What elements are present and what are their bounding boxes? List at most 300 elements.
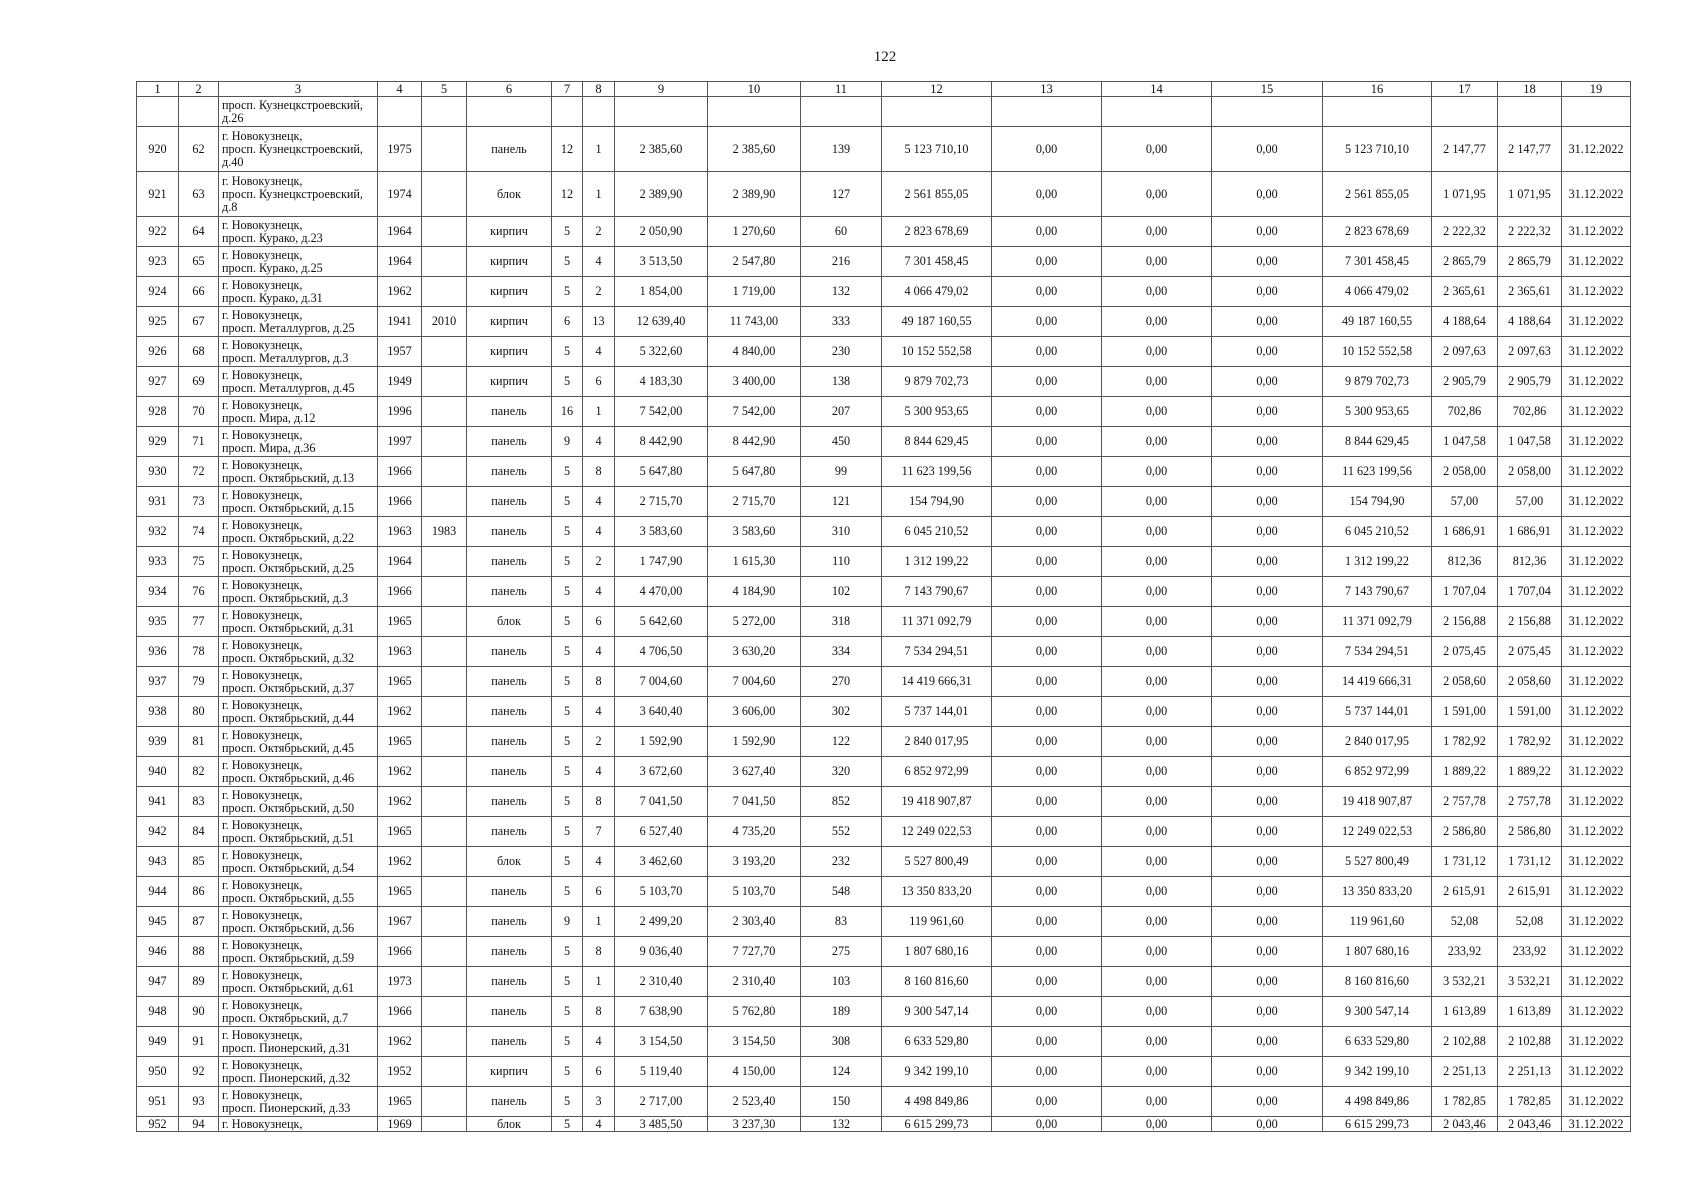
cell-col-18: 1 071,95 (1498, 172, 1562, 217)
cell-col-7: 5 (552, 667, 583, 697)
cell-col-6: кирпич (467, 367, 552, 397)
cell-col-17: 1 686,91 (1432, 517, 1498, 547)
cell-col-18: 2 075,45 (1498, 637, 1562, 667)
cell-col-11: 122 (801, 727, 882, 757)
cell-col-8: 6 (583, 877, 615, 907)
cell-col-10: 1 615,30 (708, 547, 801, 577)
cell-col-18: 702,86 (1498, 397, 1562, 427)
cell-col-6: панель (467, 967, 552, 997)
address-line: г. Новокузнецк, (222, 787, 303, 802)
cell-col-13: 0,00 (992, 697, 1102, 727)
cell-col-2: 69 (179, 367, 219, 397)
cell-col-2: 64 (179, 217, 219, 247)
cell-col-14: 0,00 (1102, 697, 1212, 727)
cell-col-17: 2 251,13 (1432, 1057, 1498, 1087)
cell-col-16: 119 961,60 (1323, 907, 1432, 937)
table-row (137, 577, 1631, 607)
cell-col-19: 31.12.2022 (1562, 997, 1631, 1027)
address-line: просп. Октябрьский, д.50 (222, 800, 355, 815)
cell-col-15: 0,00 (1212, 637, 1323, 667)
cell-col-10: 3 583,60 (708, 517, 801, 547)
cell-col-13: 0,00 (992, 247, 1102, 277)
cell-col-15: 0,00 (1212, 967, 1323, 997)
cell-col-7: 5 (552, 967, 583, 997)
address-cell (219, 637, 378, 667)
cell-col-1: 950 (137, 1057, 179, 1087)
cell-col-19: 31.12.2022 (1562, 667, 1631, 697)
cell-col-5 (422, 547, 467, 577)
cell-col-14: 0,00 (1102, 517, 1212, 547)
cell-col-10: 5 762,80 (708, 997, 801, 1027)
cell-col-14: 0,00 (1102, 427, 1212, 457)
cell-col-11: 150 (801, 1087, 882, 1117)
cell-col-14: 0,00 (1102, 787, 1212, 817)
cell-col-9: 5 103,70 (615, 877, 708, 907)
cell-col-16: 7 301 458,45 (1323, 247, 1432, 277)
cell-col-16: 4 498 849,86 (1323, 1087, 1432, 1117)
column-header-12: 12 (882, 82, 992, 97)
cell-col-8: 6 (583, 607, 615, 637)
cell-col-15: 0,00 (1212, 787, 1323, 817)
cell-col-2: 63 (179, 172, 219, 217)
cell-col-2: 67 (179, 307, 219, 337)
cell-col-13: 0,00 (992, 1027, 1102, 1057)
cell-col-5 (422, 127, 467, 172)
cell-col-2: 83 (179, 787, 219, 817)
cell-col-12: 1 312 199,22 (882, 547, 992, 577)
table-row (137, 667, 1631, 697)
address-line: просп. Курако, д.25 (222, 260, 323, 275)
cell-col-9: 1 592,90 (615, 727, 708, 757)
address-cell (219, 1087, 378, 1117)
cell-col-16: 10 152 552,58 (1323, 337, 1432, 367)
cell-col-5 (422, 427, 467, 457)
cell-col-5 (422, 847, 467, 877)
address-line: г. Новокузнецк, (222, 337, 303, 352)
cell-col-8: 8 (583, 457, 615, 487)
cell-col-12: 1 807 680,16 (882, 937, 992, 967)
address-line: просп. Октябрьский, д.13 (222, 470, 355, 485)
column-header-16: 16 (1323, 82, 1432, 97)
address-cell (219, 697, 378, 727)
address-line: г. Новокузнецк, (222, 457, 303, 472)
cell-col-4: 1962 (378, 277, 422, 307)
cell-col-4: 1941 (378, 307, 422, 337)
cell-col-10: 11 743,00 (708, 307, 801, 337)
cell-col-15: 0,00 (1212, 217, 1323, 247)
cell-col-19: 31.12.2022 (1562, 127, 1631, 172)
cell-col-7: 6 (552, 307, 583, 337)
cell-col-7: 5 (552, 997, 583, 1027)
cell-col-2: 78 (179, 637, 219, 667)
cell-col-15: 0,00 (1212, 817, 1323, 847)
table-row (137, 697, 1631, 727)
cell-col-1: 947 (137, 967, 179, 997)
cell-col-8: 4 (583, 637, 615, 667)
cell-col-12: 6 852 972,99 (882, 757, 992, 787)
table-row (137, 1117, 1631, 1132)
cell-col-14: 0,00 (1102, 997, 1212, 1027)
cell-col-14: 0,00 (1102, 907, 1212, 937)
address-line: г. Новокузнецк, (222, 697, 303, 712)
cell-col-19: 31.12.2022 (1562, 427, 1631, 457)
cell-col-15: 0,00 (1212, 127, 1323, 172)
cell-col-4: 1964 (378, 247, 422, 277)
cell-col-15: 0,00 (1212, 907, 1323, 937)
cell-col-8: 2 (583, 727, 615, 757)
cell-col-13: 0,00 (992, 517, 1102, 547)
cell-col-12: 8 844 629,45 (882, 427, 992, 457)
column-header-15: 15 (1212, 82, 1323, 97)
address-cell (219, 787, 378, 817)
cell-col-7: 16 (552, 397, 583, 427)
cell-col-15: 0,00 (1212, 247, 1323, 277)
cell-col-12: 12 249 022,53 (882, 817, 992, 847)
cell-col-18: 2 865,79 (1498, 247, 1562, 277)
cell-col-13: 0,00 (992, 577, 1102, 607)
cell-col-15: 0,00 (1212, 337, 1323, 367)
cell-col-7: 12 (552, 127, 583, 172)
cell-col-15 (1212, 97, 1323, 127)
cell-col-17: 1 591,00 (1432, 697, 1498, 727)
column-header-19: 19 (1562, 82, 1631, 97)
table-row (137, 367, 1631, 397)
cell-col-9: 2 389,90 (615, 172, 708, 217)
cell-col-6: панель (467, 427, 552, 457)
cell-col-9: 2 715,70 (615, 487, 708, 517)
cell-col-9: 6 527,40 (615, 817, 708, 847)
address-cell (219, 487, 378, 517)
cell-col-17: 1 731,12 (1432, 847, 1498, 877)
cell-col-1: 935 (137, 607, 179, 637)
cell-col-10: 7 041,50 (708, 787, 801, 817)
cell-col-12: 8 160 816,60 (882, 967, 992, 997)
cell-col-2 (179, 97, 219, 127)
cell-col-8: 4 (583, 517, 615, 547)
cell-col-16: 49 187 160,55 (1323, 307, 1432, 337)
address-line: просп. Октябрьский, д.22 (222, 530, 355, 545)
cell-col-14: 0,00 (1102, 172, 1212, 217)
address-cell (219, 397, 378, 427)
cell-col-8: 4 (583, 1117, 615, 1132)
cell-col-14: 0,00 (1102, 457, 1212, 487)
cell-col-19: 31.12.2022 (1562, 937, 1631, 967)
cell-col-7: 5 (552, 217, 583, 247)
cell-col-4: 1963 (378, 517, 422, 547)
cell-col-18: 2 043,46 (1498, 1117, 1562, 1132)
cell-col-16: 154 794,90 (1323, 487, 1432, 517)
cell-col-18: 1 889,22 (1498, 757, 1562, 787)
cell-col-7: 12 (552, 172, 583, 217)
cell-col-6 (467, 97, 552, 127)
cell-col-8: 8 (583, 997, 615, 1027)
cell-col-5 (422, 697, 467, 727)
cell-col-13: 0,00 (992, 607, 1102, 637)
column-number-header-row (137, 82, 1631, 97)
cell-col-17: 3 532,21 (1432, 967, 1498, 997)
cell-col-1: 937 (137, 667, 179, 697)
cell-col-19: 31.12.2022 (1562, 517, 1631, 547)
cell-col-6: кирпич (467, 247, 552, 277)
cell-col-1: 920 (137, 127, 179, 172)
table-row (137, 637, 1631, 667)
cell-col-7: 9 (552, 907, 583, 937)
table-row (137, 1027, 1631, 1057)
address-line: просп. Октябрьский, д.32 (222, 650, 355, 665)
cell-col-13: 0,00 (992, 997, 1102, 1027)
cell-col-13: 0,00 (992, 817, 1102, 847)
cell-col-1: 951 (137, 1087, 179, 1117)
cell-col-16: 2 823 678,69 (1323, 217, 1432, 247)
cell-col-8: 1 (583, 127, 615, 172)
table-row (137, 907, 1631, 937)
cell-col-13: 0,00 (992, 877, 1102, 907)
cell-col-18: 52,08 (1498, 907, 1562, 937)
address-line: г. Новокузнецк, (222, 577, 303, 592)
cell-col-19 (1562, 97, 1631, 127)
cell-col-12: 2 823 678,69 (882, 217, 992, 247)
cell-col-9: 12 639,40 (615, 307, 708, 337)
cell-col-2: 66 (179, 277, 219, 307)
cell-col-10: 2 523,40 (708, 1087, 801, 1117)
column-header-1: 1 (137, 82, 179, 97)
table-row (137, 127, 1631, 172)
address-line: просп. Октябрьский, д.61 (222, 980, 355, 995)
cell-col-14: 0,00 (1102, 1117, 1212, 1132)
cell-col-16: 8 160 816,60 (1323, 967, 1432, 997)
cell-col-9: 1 854,00 (615, 277, 708, 307)
cell-col-1: 929 (137, 427, 179, 457)
cell-col-4: 1962 (378, 1027, 422, 1057)
cell-col-9: 4 470,00 (615, 577, 708, 607)
address-cell (219, 307, 378, 337)
cell-col-1: 940 (137, 757, 179, 787)
address-line: просп. Курако, д.23 (222, 230, 323, 245)
cell-col-9: 2 499,20 (615, 907, 708, 937)
cell-col-5 (422, 97, 467, 127)
column-header-14: 14 (1102, 82, 1212, 97)
cell-col-12: 5 123 710,10 (882, 127, 992, 172)
cell-col-7: 5 (552, 577, 583, 607)
cell-col-17: 2 757,78 (1432, 787, 1498, 817)
cell-col-8: 4 (583, 337, 615, 367)
cell-col-16: 5 300 953,65 (1323, 397, 1432, 427)
cell-col-16: 7 143 790,67 (1323, 577, 1432, 607)
cell-col-18: 1 731,12 (1498, 847, 1562, 877)
cell-col-15: 0,00 (1212, 577, 1323, 607)
table-row (137, 607, 1631, 637)
cell-col-11: 334 (801, 637, 882, 667)
address-line: просп. Металлургов, д.45 (222, 380, 355, 395)
cell-col-17: 2 586,80 (1432, 817, 1498, 847)
address-line: просп. Металлургов, д.25 (222, 320, 355, 335)
cell-col-10: 7 004,60 (708, 667, 801, 697)
cell-col-13: 0,00 (992, 337, 1102, 367)
cell-col-6: панель (467, 127, 552, 172)
cell-col-16: 12 249 022,53 (1323, 817, 1432, 847)
address-line: г. Новокузнецк, (222, 1087, 303, 1102)
cell-col-6: панель (467, 757, 552, 787)
address-line: г. Новокузнецк, (222, 847, 303, 862)
cell-col-6: панель (467, 907, 552, 937)
cell-col-1: 932 (137, 517, 179, 547)
cell-col-9: 8 442,90 (615, 427, 708, 457)
cell-col-11: 139 (801, 127, 882, 172)
cell-col-16: 9 879 702,73 (1323, 367, 1432, 397)
address-line: г. Новокузнецк, (222, 367, 303, 382)
cell-col-7: 5 (552, 727, 583, 757)
cell-col-11: 121 (801, 487, 882, 517)
cell-col-14: 0,00 (1102, 757, 1212, 787)
cell-col-18: 2 586,80 (1498, 817, 1562, 847)
address-line: просп. Октябрьский, д.31 (222, 620, 355, 635)
cell-col-11: 127 (801, 172, 882, 217)
cell-col-10: 8 442,90 (708, 427, 801, 457)
cell-col-18 (1498, 97, 1562, 127)
cell-col-6: кирпич (467, 307, 552, 337)
cell-col-15: 0,00 (1212, 457, 1323, 487)
table-body (137, 97, 1631, 1132)
table-row (137, 172, 1631, 217)
cell-col-9: 3 485,50 (615, 1117, 708, 1132)
cell-col-7 (552, 97, 583, 127)
cell-col-12: 6 633 529,80 (882, 1027, 992, 1057)
address-cell (219, 247, 378, 277)
cell-col-13: 0,00 (992, 367, 1102, 397)
address-line: г. Новокузнецк, (222, 667, 303, 682)
cell-col-18: 1 782,92 (1498, 727, 1562, 757)
cell-col-7: 5 (552, 1057, 583, 1087)
cell-col-17: 2 222,32 (1432, 217, 1498, 247)
cell-col-19: 31.12.2022 (1562, 817, 1631, 847)
cell-col-11: 138 (801, 367, 882, 397)
cell-col-1: 923 (137, 247, 179, 277)
cell-col-10: 5 103,70 (708, 877, 801, 907)
cell-col-17: 2 075,45 (1432, 637, 1498, 667)
cell-col-12: 10 152 552,58 (882, 337, 992, 367)
cell-col-14: 0,00 (1102, 1087, 1212, 1117)
cell-col-2: 75 (179, 547, 219, 577)
cell-col-17: 2 043,46 (1432, 1117, 1498, 1132)
cell-col-12: 4 498 849,86 (882, 1087, 992, 1117)
cell-col-4: 1964 (378, 547, 422, 577)
cell-col-6: панель (467, 547, 552, 577)
table-row (137, 397, 1631, 427)
address-line: г. Новокузнецк, (222, 173, 303, 188)
cell-col-9: 4 706,50 (615, 637, 708, 667)
cell-col-11: 110 (801, 547, 882, 577)
cell-col-10: 3 630,20 (708, 637, 801, 667)
address-cell (219, 757, 378, 787)
cell-col-14: 0,00 (1102, 817, 1212, 847)
cell-col-2: 94 (179, 1117, 219, 1132)
cell-col-1: 927 (137, 367, 179, 397)
cell-col-14: 0,00 (1102, 307, 1212, 337)
cell-col-1: 948 (137, 997, 179, 1027)
cell-col-7: 5 (552, 1027, 583, 1057)
cell-col-5 (422, 907, 467, 937)
cell-col-11: 548 (801, 877, 882, 907)
cell-col-1: 921 (137, 172, 179, 217)
cell-col-11: 207 (801, 397, 882, 427)
cell-col-4: 1965 (378, 1087, 422, 1117)
cell-col-4: 1952 (378, 1057, 422, 1087)
cell-col-5 (422, 247, 467, 277)
cell-col-2: 70 (179, 397, 219, 427)
cell-col-10: 4 150,00 (708, 1057, 801, 1087)
cell-col-12: 4 066 479,02 (882, 277, 992, 307)
cell-col-10: 4 184,90 (708, 577, 801, 607)
cell-col-16: 9 342 199,10 (1323, 1057, 1432, 1087)
cell-col-16: 4 066 479,02 (1323, 277, 1432, 307)
cell-col-2: 88 (179, 937, 219, 967)
cell-col-19: 31.12.2022 (1562, 1057, 1631, 1087)
cell-col-9: 7 004,60 (615, 667, 708, 697)
table-row (137, 247, 1631, 277)
cell-col-11: 99 (801, 457, 882, 487)
cell-col-10: 2 547,80 (708, 247, 801, 277)
cell-col-1: 926 (137, 337, 179, 367)
cell-col-18: 1 686,91 (1498, 517, 1562, 547)
cell-col-16: 6 852 972,99 (1323, 757, 1432, 787)
address-line: просп. Октябрьский, д.55 (222, 890, 355, 905)
address-line: просп. Мира, д.12 (222, 410, 316, 425)
cell-col-11: 318 (801, 607, 882, 637)
cell-col-17: 2 097,63 (1432, 337, 1498, 367)
cell-col-17: 57,00 (1432, 487, 1498, 517)
cell-col-14: 0,00 (1102, 1057, 1212, 1087)
cell-col-19: 31.12.2022 (1562, 277, 1631, 307)
address-cell (219, 337, 378, 367)
cell-col-9 (615, 97, 708, 127)
cell-col-9: 2 385,60 (615, 127, 708, 172)
cell-col-2: 80 (179, 697, 219, 727)
address-line: г. Новокузнецк, (222, 907, 303, 922)
cell-col-8: 1 (583, 397, 615, 427)
cell-col-10: 3 193,20 (708, 847, 801, 877)
table-row (137, 997, 1631, 1027)
cell-col-10: 3 154,50 (708, 1027, 801, 1057)
address-cell (219, 937, 378, 967)
address-cell (219, 877, 378, 907)
cell-col-14: 0,00 (1102, 877, 1212, 907)
address-line: г. Новокузнецк, (222, 1027, 303, 1042)
address-line: г. Новокузнецк, (222, 877, 303, 892)
cell-col-14: 0,00 (1102, 487, 1212, 517)
cell-col-4: 1965 (378, 607, 422, 637)
cell-col-2: 89 (179, 967, 219, 997)
address-cell (219, 997, 378, 1027)
cell-col-16: 7 534 294,51 (1323, 637, 1432, 667)
cell-col-8: 4 (583, 427, 615, 457)
cell-col-13: 0,00 (992, 667, 1102, 697)
cell-col-4: 1966 (378, 997, 422, 1027)
cell-col-15: 0,00 (1212, 517, 1323, 547)
cell-col-2: 79 (179, 667, 219, 697)
cell-col-8: 4 (583, 487, 615, 517)
cell-col-1: 942 (137, 817, 179, 847)
cell-col-10: 7 542,00 (708, 397, 801, 427)
cell-col-1: 941 (137, 787, 179, 817)
cell-col-15: 0,00 (1212, 487, 1323, 517)
cell-col-9: 5 642,60 (615, 607, 708, 637)
table-row (137, 847, 1631, 877)
cell-col-4: 1962 (378, 757, 422, 787)
cell-col-1: 939 (137, 727, 179, 757)
cell-col-11: 103 (801, 967, 882, 997)
address-line: просп. Курако, д.31 (222, 290, 323, 305)
cell-col-11: 333 (801, 307, 882, 337)
